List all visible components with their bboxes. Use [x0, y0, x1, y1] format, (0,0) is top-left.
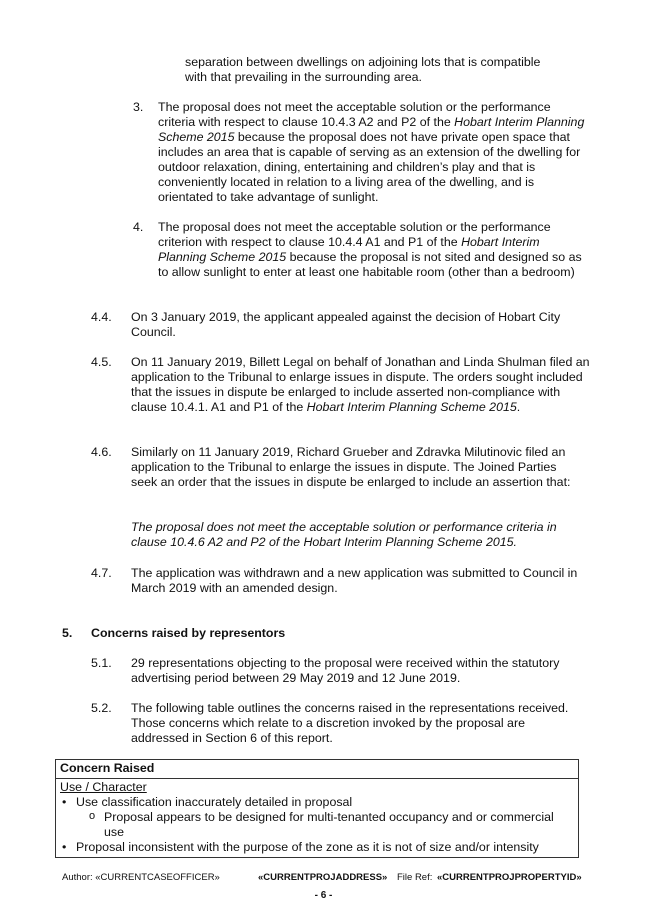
section-4-4-number: 4.4. — [91, 310, 112, 324]
concern-list — [60, 795, 574, 855]
sub-list — [76, 810, 574, 840]
section-5-heading: Concerns raised by representors — [91, 626, 286, 640]
section-4-5-text: On 11 January 2019, Billett Legal on behalf of Jonathan and Linda Shulman filed an application to the Tribunal to enlarge issues in dispute. The orders sought included that the issues in dispute be enlarged to include asserted non-compliance with clause 10.4.1. A1 and P1 of the Hobart Interim Planning Scheme 2015. — [131, 355, 590, 414]
list-item: • Use classification inaccurately detailed in proposal o Proposal appears to be designed for multi-tenanted occupancy and or commercial use — [60, 795, 574, 840]
section-5-number: 5. — [62, 626, 73, 640]
section-5-1-text: 29 representations objecting to the proposal were received within the statutory advertising period between 29 May 2019 and 12 June 2019. — [131, 656, 560, 685]
section-5-2-number: 5.2. — [91, 701, 112, 715]
footer-address: «CURRENTPROJADDRESS» — [258, 872, 388, 883]
page-number: - 6 - — [314, 890, 333, 901]
item-4-number: 4. — [133, 220, 144, 234]
table-row — [56, 779, 579, 858]
item-3-text: The proposal does not meet the acceptable solution or the performance criteria with respect to clause 10.4.3 A2 and P2 of the Hobart Interim Planning Scheme 2015 because the proposal does not have private open space that includes an area that is capable of serving as an extension of the dwelling for outdoor relaxation, dining, entertaining and children’s play and that is conveniently located in relation to a living area of the dwelling, and is orientated to take advantage of sunlight. — [158, 100, 585, 204]
continued-paragraph: separation between dwellings on adjoining lots that is compatible with that prevailing in the surrounding area. — [185, 55, 541, 84]
section-4-4-text: On 3 January 2019, the applicant appealed against the decision of Hobart City Council. — [131, 310, 561, 339]
footer-file-ref: «CURRENTPROJPROPERTYID» — [437, 872, 582, 883]
item-4-text: The proposal does not meet the acceptable solution or the performance criterion with respect to clause 10.4.4 A1 and P1 of the Hobart Interim Planning Scheme 2015 because the proposal is not sited and designed so as to allow sunlight to enter at least one habitable room (other than a bedroom) — [158, 220, 582, 279]
section-4-5-number: 4.5. — [91, 355, 112, 369]
section-5-2-text: The following table outlines the concerns raised in the representations received. Those concerns which relate to a discretion invoked by the proposal are addressed in Section 6 of this report. — [131, 701, 569, 745]
section-4-6-number: 4.6. — [91, 445, 112, 459]
section-4-6-quote: The proposal does not meet the acceptable solution or performance criteria in clause 10.4.6 A2 and P2 of the Hobart Interim Planning Scheme 2015. — [131, 520, 557, 549]
category-label: Use / Character — [60, 780, 147, 794]
footer-file-ref-label: File Ref: — [397, 872, 433, 883]
sub-list-item: o Proposal appears to be designed for multi-tenanted occupancy and or commercial use — [76, 810, 574, 840]
section-5-1-number: 5.1. — [91, 656, 112, 670]
section-4-6-text: Similarly on 11 January 2019, Richard Grueber and Zdravka Milutinovic filed an application to the Tribunal to enlarge the issues in dispute. The Joined Parties seek an order that the issues in dispute be enlarged to include an assertion that: — [131, 445, 571, 489]
section-4-7-number: 4.7. — [91, 566, 112, 580]
concerns-table — [55, 759, 579, 858]
table-header: Concern Raised — [56, 760, 579, 779]
list-item: • Proposal inconsistent with the purpose of the zone as it is not of size and/or intensity — [60, 840, 574, 855]
footer-author: Author: «CURRENTCASEOFFICER» — [62, 872, 220, 883]
section-4-7-text: The application was withdrawn and a new application was submitted to Council in March 2019 with an amended design. — [131, 566, 578, 595]
item-3-number: 3. — [133, 100, 144, 114]
